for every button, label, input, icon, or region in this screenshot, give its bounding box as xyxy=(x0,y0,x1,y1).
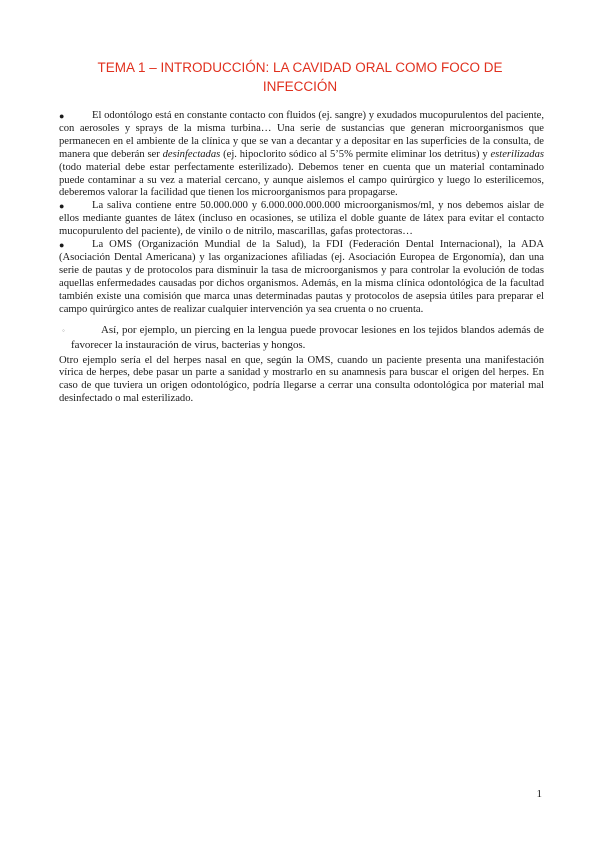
paragraph-text: (todo material debe estar perfectamente esterilizado). Debemos tener en cuenta que un material contaminado puede contaminar a su vez a material cercano, y aunque aislemos el campo quirúrgico y luego lo esterilicemos, deberemos valorar la facilidad que tienen los microorganismos para propagarse. xyxy=(59,161,544,199)
bullet-marker: ● xyxy=(59,201,65,212)
paragraph-organizations xyxy=(59,239,544,316)
document-body xyxy=(59,110,544,406)
page-number: 1 xyxy=(536,788,542,800)
emphasis-esterilizadas: esterilizadas xyxy=(490,148,544,160)
paragraph-herpes: Otro ejemplo sería el del herpes nasal en que, según la OMS, cuando un paciente presenta una manifestación vírica de herpes, debe pasar un parte a sanidad y mostrarlo en su anamnesis para buscar el origen del herpes. En caso de que tuviera un origen odontológico, podría llegarse a cerrar una consulta odontológica por material mal desinfectado o mal esterilizado. xyxy=(59,354,544,405)
paragraph-text: La OMS (Organización Mundial de la Salud), la FDI (Federación Dental Internacional), la ADA (Asociación Dental Americana) y las organizaciones afiliadas (ej. Asociación Europea de Ergonomía), dan una serie de pautas y de protocolos para disminuir la tasa de microorganismos y para controlar la evolución de todas aquellas enfermedades causadas por dichos organismos. Además, en la misma clínica odontológica de la facultad también existe una comisión que marca unas determinadas pautas y protocolos de asepsia útiles para preparar el campo quirúrgico antes de realizar cualquier intervención ya sea cruenta o no cruenta. xyxy=(59,239,544,315)
paragraph-text: El odontólogo está en constante contacto con fluidos (ej. sangre) y exudados mucopurulentos del paciente, con aerosoles y sprays de la misma turbina… Una serie de sustancias que generan microorganismos que permanecen en el ambiente de la clínica y que se van a decantar y a depositar en las superficies de la consulta, de manera que deberán ser xyxy=(59,110,544,160)
paragraph-text: La saliva contiene entre 50.000.000 y 6.000.000.000.000 microorganismos/ml, y nos debemos aislar de ellos mediante guantes de látex (incluso en ocasiones, se utiliza el doble guante de látex para evitar el contacto mucopurulento del paciente), de vinilo o de nitrilo, mascarillas, gafas protectoras… xyxy=(59,200,544,238)
document-title: TEMA 1 – INTRODUCCIÓN: LA CAVIDAD ORAL COMO FOCO DE INFECCIÓN xyxy=(97,60,503,94)
sub-item-piercing xyxy=(59,323,544,353)
paragraph-text: (ej. hipoclorito sódico al 5’5% permite eliminar los detritus) y xyxy=(220,148,491,160)
sub-bullet-marker: ◦ xyxy=(62,325,65,335)
sub-item-text: Así, por ejemplo, un piercing en la lengua puede provocar lesiones en los tejidos blandos además de favorecer la instauración de virus, bacterias y hongos. xyxy=(71,323,544,351)
emphasis-desinfectadas: desinfectadas xyxy=(162,148,221,160)
bullet-marker: ● xyxy=(59,240,65,251)
paragraph-contact-fluids xyxy=(59,110,544,200)
paragraph-saliva xyxy=(59,200,544,239)
bullet-marker: ● xyxy=(59,111,65,121)
